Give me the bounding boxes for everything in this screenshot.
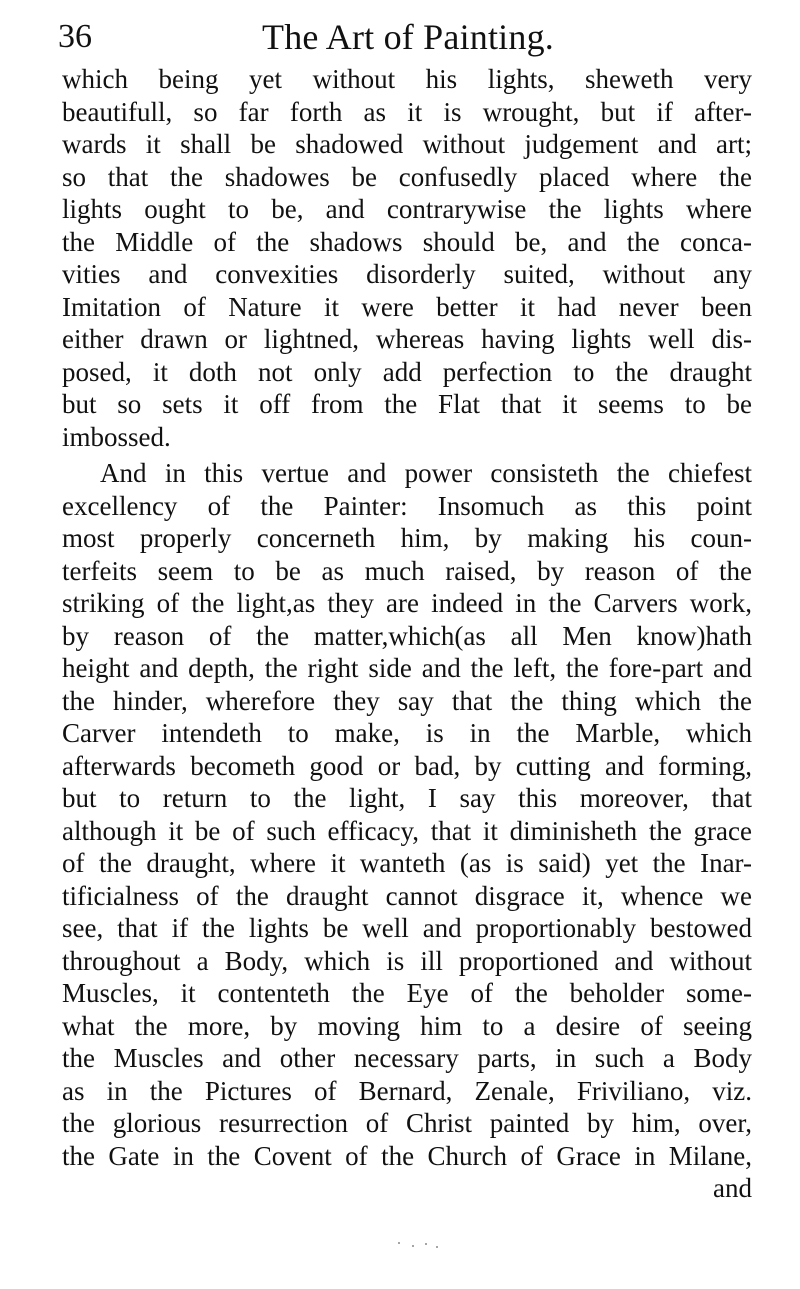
text-line: terfeits seem to be as much raised, by reason of the	[62, 555, 752, 586]
text-line: the glorious resurrection of Christ painted by him, over,	[62, 1108, 752, 1138]
text-line: either drawn or lightned, whereas having lights well dis-	[62, 324, 752, 354]
text-line: the hinder, wherefore they say that the thing which the	[62, 685, 752, 716]
paper-speck	[436, 1246, 438, 1248]
paper-speck	[398, 1242, 400, 1244]
text-line: striking of the light,as they are indeed in the Carvers work,	[62, 588, 752, 618]
catchword: and	[713, 1173, 752, 1203]
text-line: imbossed.	[62, 421, 171, 452]
text-line: of the draught, where it wanteth (as is said) yet the Inar-	[62, 848, 752, 878]
text-line: but to return to the light, I say this moreover, that	[62, 783, 752, 813]
text-line: wards it shall be shadowed without judgement and art;	[62, 129, 752, 159]
page-header	[58, 12, 758, 62]
page-number: 36	[58, 18, 92, 55]
text-line: so that the shadowes be confusedly placed where the	[62, 161, 752, 192]
text-line: although it be of such efficacy, that it diminisheth the grace	[62, 815, 752, 846]
paper-specks	[0, 1240, 800, 1250]
text-line: but so sets it off from the Flat that it seems to be	[62, 389, 752, 419]
text-line: vities and convexities disorderly suited, without any	[62, 259, 752, 289]
text-line: beautifull, so far forth as it is wrought, but if after-	[62, 96, 752, 127]
text-line: Carver intendeth to make, is in the Marble, which	[62, 718, 752, 748]
text-line: Imitation of Nature it were better it had never been	[62, 291, 752, 322]
text-line: as in the Pictures of Bernard, Zenale, Friviliano, viz.	[62, 1075, 752, 1106]
text-line: most properly concerneth him, by making his coun-	[62, 523, 752, 553]
text-line: throughout a Body, which is ill proportioned and without	[62, 945, 752, 976]
text-line: the Muscles and other necessary parts, in such a Body	[62, 1043, 752, 1073]
text-line: what the more, by moving him to a desire of seeing	[62, 1010, 752, 1041]
text-line: lights ought to be, and contrarywise the lights where	[62, 194, 752, 224]
text-line: posed, it doth not only add perfection to the draught	[62, 356, 752, 387]
paper-speck	[412, 1245, 414, 1247]
text-line: by reason of the matter,which(as all Men know)hath	[62, 620, 752, 651]
text-line: height and depth, the right side and the left, the fore-part and	[62, 653, 752, 683]
paper-speck	[425, 1243, 427, 1245]
text-line: Muscles, it contenteth the Eye of the beholder some-	[62, 978, 752, 1008]
text-line: afterwards becometh good or bad, by cutting and forming,	[62, 750, 752, 781]
text-line: excellency of the Painter: Insomuch as this point	[62, 490, 752, 521]
text-line: the Middle of the shadows should be, and the conca-	[62, 226, 752, 257]
text-line: tificialness of the draught cannot disgrace it, whence we	[62, 880, 752, 911]
text-line: see, that if the lights be well and proportionably bestowed	[62, 913, 752, 943]
text-line: the Gate in the Covent of the Church of Grace in Milane,	[62, 1140, 752, 1171]
text-line: which being yet without his lights, sheweth very	[62, 64, 752, 94]
text-line: And in this vertue and power consisteth the chiefest	[100, 458, 752, 488]
running-title: The Art of Painting.	[262, 17, 554, 57]
body-text	[62, 63, 752, 1205]
